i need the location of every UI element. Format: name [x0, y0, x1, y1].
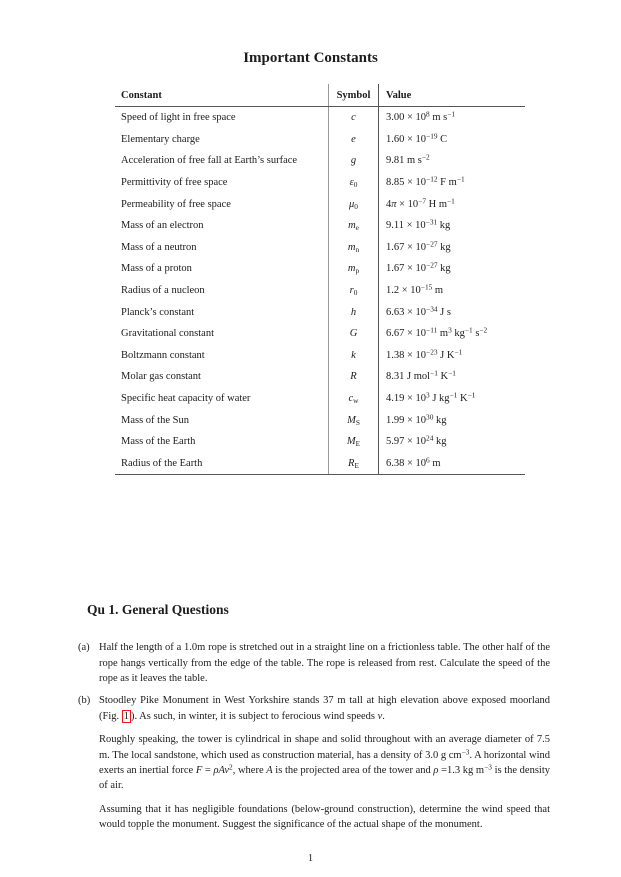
constant-symbol-cell: G [329, 323, 379, 345]
header-value: Value [379, 84, 526, 107]
table-row [115, 280, 525, 302]
part-b-text-post: ). As such, in winter, it is subject to ferocious wind speeds v. [131, 710, 385, 722]
constants-table [115, 84, 525, 475]
constant-symbol-cell: $m_n$ [329, 237, 379, 259]
constant-symbol-cell: $M_E$ [329, 431, 379, 453]
constant-symbol-cell: $M_S$ [329, 409, 379, 431]
constant-value-cell: 8.31 J mol$^{-1}$ $K^{-1}$ [386, 369, 456, 383]
constant-symbol-cell: $r_0$ [329, 280, 379, 302]
constant-symbol-cell: c [329, 107, 379, 129]
figure-1-link[interactable]: 1 [123, 710, 130, 722]
table-row [115, 453, 525, 475]
table-row [115, 409, 525, 431]
constant-value-cell: $3.00 \times 10^8$ m $s^{-1}$ [386, 110, 456, 124]
constant-name-cell: Mass of an electron [121, 220, 204, 232]
constant-value-cell: $1.2 \times 10^{-15}$ m [386, 282, 444, 297]
constant-symbol-cell: h [329, 301, 379, 323]
constant-symbol-cell: g [329, 150, 379, 172]
constant-value-cell: $5.97 \times 10^{24}$ kg [386, 433, 447, 448]
table-row [115, 258, 525, 280]
question-part-a [78, 640, 550, 686]
constant-symbol-cell: e [329, 129, 379, 151]
question-heading: Qu 1. General Questions [87, 602, 229, 618]
constant-symbol-cell: R [329, 366, 379, 388]
constant-name-cell: Permeability of free space [121, 198, 231, 210]
constant-name-cell: Radius of the Earth [115, 453, 329, 475]
constant-value-cell: $4.19 \times 10^3$ J $kg^{-1}$ $K^{-1}$ [386, 390, 476, 405]
part-b-label: (b) [78, 695, 91, 707]
constant-value-cell: $1.38 \times 10^{-23}$ J $K^{-1}$ [386, 347, 463, 361]
constant-symbol-cell: $\varepsilon_0$ [329, 172, 379, 194]
constant-value-cell: 9.81 m $s^{-2}$ [386, 153, 430, 167]
table-row [115, 366, 525, 388]
table-row [115, 215, 525, 237]
constant-name-cell: Planck’s constant [121, 306, 195, 318]
constant-symbol-cell: $m_p$ [329, 258, 379, 280]
table-row [115, 301, 525, 323]
constant-name-cell: Gravitational constant [121, 328, 215, 340]
constants-table-body [115, 107, 525, 475]
constant-symbol-cell: k [329, 345, 379, 367]
constant-value-cell: $6.38 \times 10^6$ m [379, 453, 526, 475]
table-row [115, 193, 525, 215]
question-part-b [78, 693, 551, 832]
header-symbol: Symbol [329, 84, 379, 107]
page-number: 1 [307, 853, 314, 864]
constant-name-cell: Speed of light in free space [121, 112, 236, 124]
table-row [115, 431, 525, 453]
header-constant: Constant [115, 84, 329, 107]
part-a-text: Half the length of a 1.0m rope is stretched out in a straight line on a frictionless table. The other half of the rope hangs vertically from the edge of the table. The rope is released from rest. Calculate the speed of the rope as it leaves the table. [99, 642, 550, 684]
document-title: Important Constants [243, 50, 378, 66]
table-row [115, 323, 525, 345]
constant-name-cell: Elementary charge [121, 133, 200, 145]
constant-symbol-cell: $m_e$ [329, 215, 379, 237]
constant-name-cell: Specific heat capacity of water [121, 393, 251, 405]
part-b-text-pre: Stoodley Pike Monument in West Yorkshire stands 37 m tall at high elevation above exposed moorland (Fig. [99, 695, 550, 722]
table-row [115, 237, 525, 259]
constant-symbol-cell: $\mu_0$ [329, 193, 379, 215]
constant-name-cell: Radius of a nucleon [121, 285, 205, 297]
constant-value-cell: $6.63 \times 10^{-34}$ J s [386, 304, 451, 318]
constant-name-cell: Mass of a neutron [121, 241, 197, 253]
part-a-label: (a) [78, 642, 90, 654]
constant-value-cell: $4\pi \times 10^{-7}$ H $m^{-1}$ [386, 196, 455, 210]
constant-symbol-cell: $c_w$ [329, 388, 379, 410]
table-row [115, 150, 525, 172]
constant-name-cell: Permittivity of free space [121, 177, 228, 189]
part-b-paragraph-1 [99, 693, 550, 724]
table-row [115, 107, 525, 129]
constant-value-cell: $1.67 \times 10^{-27}$ kg [386, 261, 451, 275]
constant-value-cell: $6.67 \times 10^{-11}$ $m^3$ $kg^{-1}$ $s^{-2}$ [386, 325, 488, 340]
constants-table-header [115, 84, 525, 107]
constant-name-cell: Boltzmann constant [121, 349, 205, 361]
constant-name-cell: Mass of the Sun [121, 414, 189, 426]
constant-name-cell: Acceleration of free fall at Earth’s surface [121, 155, 298, 167]
constant-value-cell: $9.11 \times 10^{-31}$ kg [386, 217, 451, 232]
constant-symbol-cell: $R_E$ [329, 453, 379, 475]
constant-value-cell: $1.60 \times 10^{-19}$ C [386, 131, 448, 145]
constant-value-cell: $1.67 \times 10^{-27}$ kg [386, 239, 451, 253]
part-b-paragraph-2: Roughly speaking, the tower is cylindrical in shape and solid throughout with an average diameter of 7.5 m. The local sandstone, which used as construction material, has a density of 3.0 g $cm^{-3}$. A horizontal wind exerts an inertial force F = ρAv$^2$, where A is the projected area of the tower and ρ =1.3 kg $m^{-3}$ is the density of air. [99, 734, 551, 792]
constant-name-cell: Mass of a proton [121, 263, 192, 275]
table-row [115, 172, 525, 194]
table-row [115, 129, 525, 151]
part-b-paragraph-3: Assuming that it has negligible foundations (below-ground construction), determine the wind speed that would topple the monument. Suggest the significance of the actual shape of the monument. [99, 803, 550, 831]
table-row [115, 345, 525, 367]
constant-name-cell: Mass of the Earth [121, 436, 196, 448]
constant-value-cell: $8.85 \times 10^{-12}$ F $m^{-1}$ [386, 174, 465, 189]
table-header-row [115, 84, 525, 107]
table-row [115, 388, 525, 410]
constant-value-cell: $1.99 \times 10^{30}$ kg [386, 412, 447, 426]
constant-name-cell: Molar gas constant [121, 371, 201, 383]
